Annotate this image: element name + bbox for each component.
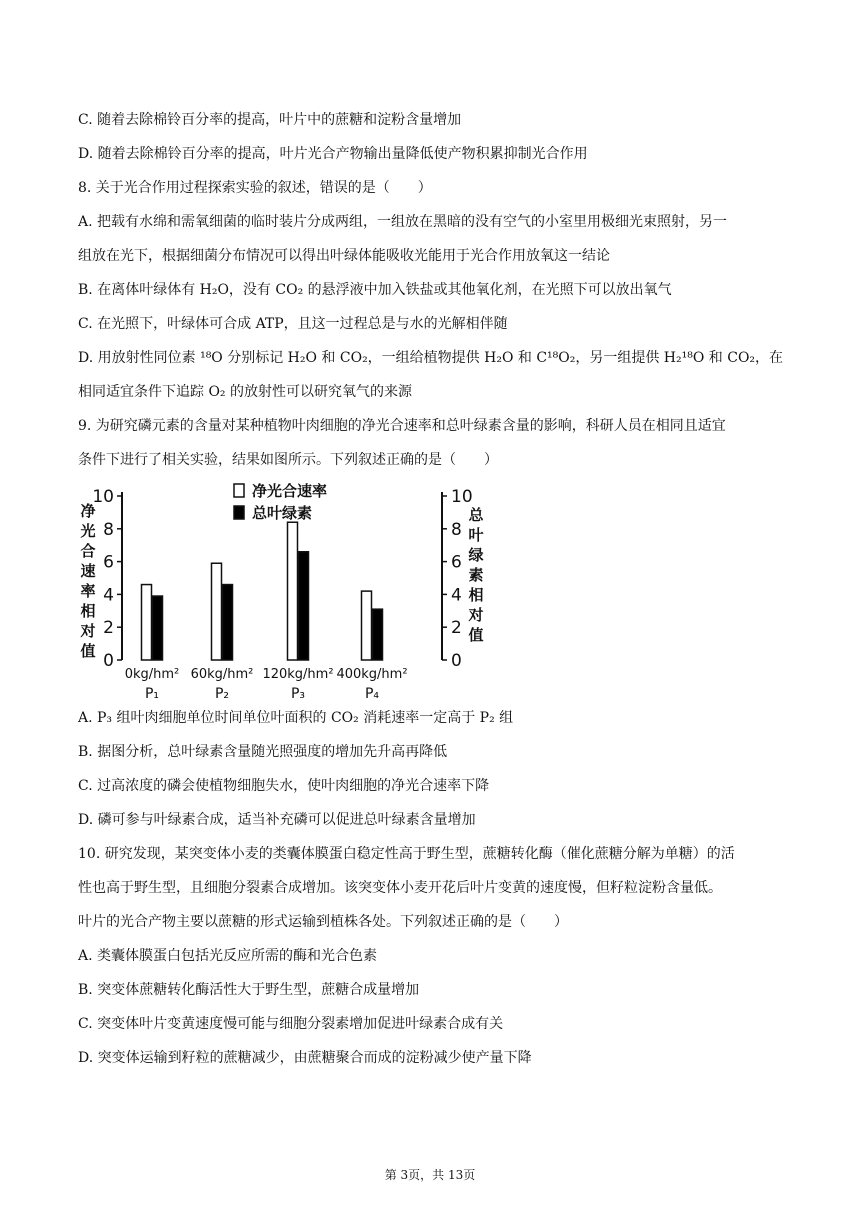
left-axis-title-char: 光: [80, 522, 96, 540]
text-line: 10. 研究发现，某突变体小麦的类囊体膜蛋白稳定性高于野生型，蔗糖转化酶（催化蔗糖分解为单糖）的活: [78, 846, 735, 862]
left-tick-label: 8: [103, 519, 114, 540]
right-axis-title-char: 相: [468, 586, 484, 604]
left-tick-label: 10: [92, 487, 114, 507]
left-axis-title-char: 相: [80, 602, 96, 620]
text-line: 相同适宜条件下追踪 O₂ 的放射性可以研究氧气的来源: [78, 384, 412, 400]
right-tick-label: 4: [451, 585, 462, 606]
bar-net-photosynthesis: [362, 591, 372, 660]
text-line: 组放在光下，根据细菌分布情况可以得出叶绿体能吸收光能用于光合作用放氧这一结论: [78, 248, 610, 264]
text-line: B. 据图分析，总叶绿素含量随光照强度的增加先升高再降低: [78, 744, 448, 760]
group-label: P₃: [290, 686, 306, 702]
text-line: 9. 为研究磷元素的含量对某种植物叶肉细胞的净光合速率和总叶绿素含量的影响，科研人员在相同且适宜: [78, 418, 726, 434]
text-line: B. 突变体蔗糖转化酶活性大于野生型，蔗糖合成量增加: [78, 982, 420, 998]
left-axis-title-char: 值: [80, 642, 96, 660]
bar-total-chlorophyll: [373, 609, 383, 660]
category-label: 400kg/hm²: [336, 667, 408, 682]
page-footer: 第 3页，共 13页: [384, 1168, 476, 1182]
bar-total-chlorophyll: [223, 585, 233, 660]
right-axis-title-char: 叶: [468, 526, 484, 544]
text-line: 叶片的光合产物主要以蔗糖的形式运输到植株各处。下列叙述正确的是（ ）: [78, 914, 568, 930]
left-axis-title-char: 合: [80, 542, 96, 560]
text-line: C. 突变体叶片变黄速度慢可能与细胞分裂素增加促进叶绿素合成有关: [78, 1016, 504, 1032]
right-tick-label: 0: [451, 651, 462, 671]
left-tick-label: 4: [103, 585, 114, 606]
left-tick-label: 6: [103, 552, 114, 573]
right-tick-label: 2: [451, 618, 462, 639]
text-line: D. 随着去除棉铃百分率的提高，叶片光合产物输出量降低使产物积累抑制光合作用: [78, 146, 588, 162]
bar-net-photosynthesis: [212, 563, 222, 660]
text-line: C. 随着去除棉铃百分率的提高，叶片中的蔗糖和淀粉含量增加: [78, 112, 462, 128]
right-axis-title-char: 绿: [468, 546, 484, 564]
text-line: 性也高于野生型，且细胞分裂素合成增加。该突变体小麦开花后叶片变黄的速度慢，但籽粒淀粉含量低。: [78, 880, 722, 896]
left-axis-title-char: 对: [80, 622, 96, 640]
group-label: P₂: [214, 686, 230, 702]
text-line: D. 用放射性同位素 ¹⁸O 分别标记 H₂O 和 CO₂，一组给植物提供 H₂O 和 C¹⁸O₂，另一组提供 H₂¹⁸O 和 CO₂，在: [78, 350, 784, 366]
legend-label: 总叶绿素: [252, 504, 313, 522]
group-label: P₄: [364, 686, 380, 702]
text-line: 条件下进行了相关实验，结果如图所示。下列叙述正确的是（ ）: [78, 452, 498, 468]
text-line: A. 把载有水绵和需氧细菌的临时装片分成两组，一组放在黑暗的没有空气的小室里用极细光束照射，另一: [78, 214, 728, 230]
right-tick-label: 6: [451, 552, 462, 573]
legend-label: 净光合速率: [252, 482, 328, 500]
bar-total-chlorophyll: [299, 552, 309, 660]
legend-swatch: [234, 484, 244, 497]
right-axis-title-char: 对: [468, 606, 484, 624]
text-line: A. P₃ 组叶肉细胞单位时间单位叶面积的 CO₂ 消耗速率一定高于 P₂ 组: [78, 710, 514, 726]
text-line: A. 类囊体膜蛋白包括光反应所需的酶和光合色素: [78, 948, 378, 964]
left-axis-title-char: 净: [80, 502, 96, 520]
text-line: C. 在光照下，叶绿体可合成 ATP，且这一过程总是与水的光解相伴随: [78, 316, 508, 332]
text-line: C. 过高浓度的磷会使植物细胞失水，使叶肉细胞的净光合速率下降: [78, 778, 490, 794]
right-axis-title-char: 素: [468, 566, 484, 584]
right-axis-title-char: 总: [468, 506, 484, 524]
right-tick-label: 10: [451, 487, 473, 507]
category-label: 0kg/hm²: [124, 667, 180, 682]
text-line: D. 磷可参与叶绿素合成，适当补充磷可以促进总叶绿素含量增加: [78, 812, 476, 828]
left-axis-title-char: 率: [80, 582, 96, 600]
legend-swatch: [234, 506, 244, 519]
category-label: 120kg/hm²: [262, 667, 334, 682]
text-line: 8. 关于光合作用过程探索实验的叙述，错误的是（ ）: [78, 180, 432, 196]
text-line: B. 在离体叶绿体有 H₂O，没有 CO₂ 的悬浮液中加入铁盐或其他氧化剂，在光照下可以放出氧气: [78, 282, 672, 298]
category-label: 60kg/hm²: [190, 667, 254, 682]
right-tick-label: 8: [451, 519, 462, 540]
left-axis-title-char: 速: [80, 562, 96, 580]
bar-net-photosynthesis: [142, 585, 152, 660]
text-line: D. 突变体运输到籽粒的蔗糖减少，由蔗糖聚合而成的淀粉减少使产量下降: [78, 1050, 532, 1066]
left-tick-label: 0: [103, 651, 114, 671]
right-axis-title-char: 值: [468, 626, 484, 644]
bar-net-photosynthesis: [288, 522, 298, 660]
bar-total-chlorophyll: [153, 596, 163, 660]
left-tick-label: 2: [103, 618, 114, 639]
group-label: P₁: [144, 686, 160, 702]
bar-chart: [70, 474, 490, 704]
